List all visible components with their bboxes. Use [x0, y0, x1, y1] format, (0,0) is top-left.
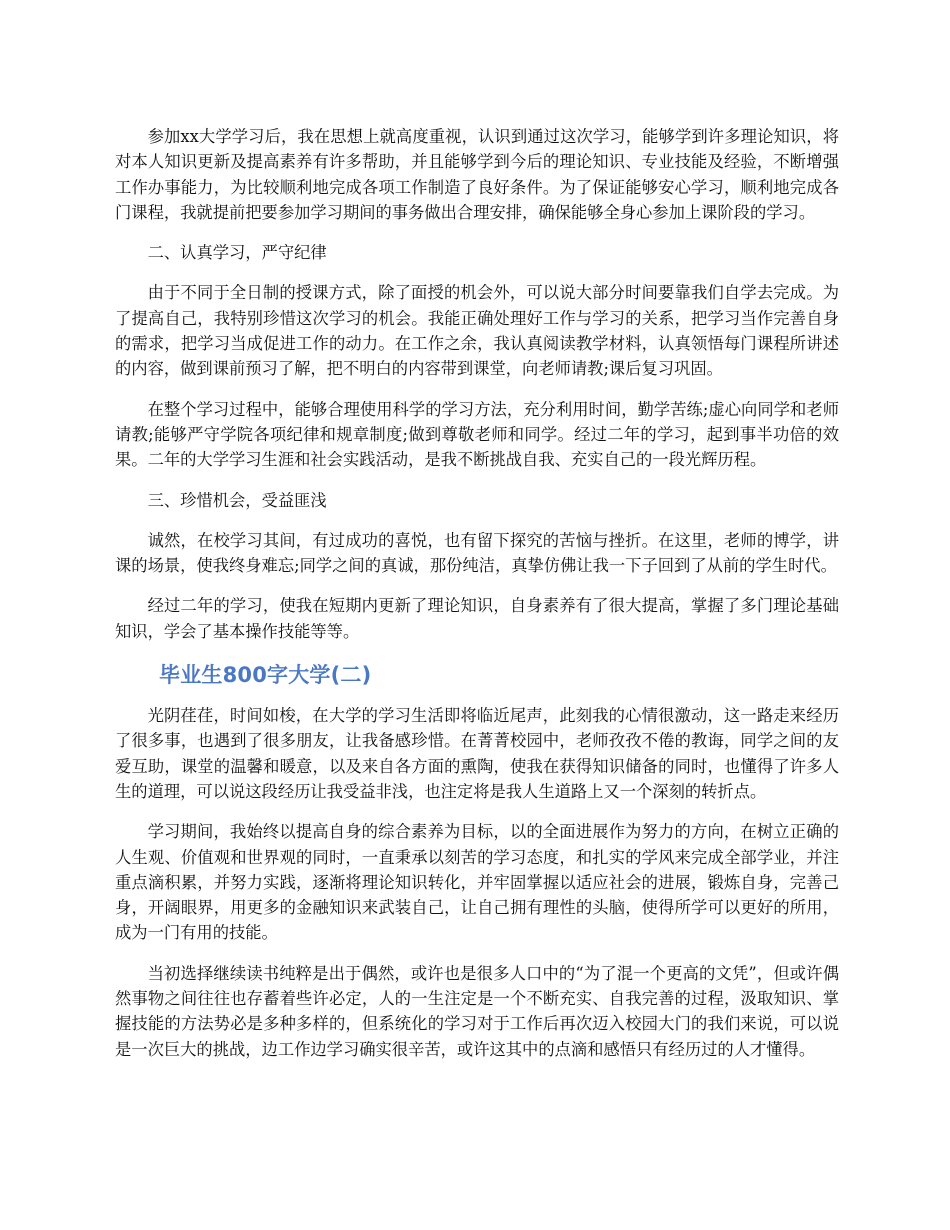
paragraph-self-study: 由于不同于全日制的授课方式，除了面授的机会外，可以说大部分时间要靠我们自学去完成。为了提高自己，我特别珍惜这次学习的机会。我能正确处理好工作与学习的关系，把学习当作完善自身的需求，把学习当成促进工作的动力。在工作之余，我认真阅读教学材料，认真领悟每门课程所讲述的内容，做到课前预习了解，把不明白的内容带到课堂，向老师请教;课后复习巩固。: [115, 283, 839, 379]
paragraph-campus-memories: 诚然，在校学习其间，有过成功的喜悦，也有留下探究的苦恼与挫折。在这里，老师的博学，讲课的场景，使我终身难忘;同学之间的真诚，那份纯洁，真挚仿佛让我一下子回到了从前的学生时代。: [115, 530, 839, 576]
document-title: 毕业生800字大学(二): [159, 663, 372, 688]
section-heading-cherish-opportunity: 三、珍惜机会，受益匪浅: [147, 490, 327, 510]
paragraph-two-year-summary: 经过二年的学习，使我在短期内更新了理论知识，自身素养有了很大提高，掌握了多门理论基础知识，学会了基本操作技能等等。: [115, 596, 839, 641]
document-body: [115, 124, 839, 1077]
paragraph-continue-study: 当初选择继续读书纯粹是出于偶然，或许也是很多人口中的“为了混一个更高的文凭”，但或许偶然事物之间往往也存蓄着些许必定，人的一生注定是一个不断充实、自我完善的过程，汲取知识、掌握技能的方法势必是多种多样的，但系统化的学习对于工作后再次迈入校园大门的我们来说，可以说是一次巨大的挑战，边工作边学习确实很辛苦，或许这其中的点滴和感悟只有经历过的人才懂得。: [115, 963, 839, 1059]
paragraph-study-period: 学习期间，我始终以提高自身的综合素养为目标，以的全面进展作为努力的方向，在树立正确的人生观、价值观和世界观的同时，一直秉承以刻苦的学习态度，和扎实的学风来完成全部学业，并注重点滴积累，并努力实践，逐渐将理论知识转化，并牢固掌握以适应社会的进展，锻炼自身，完善己身，开阔眼界，用更多的金融知识来武装自己，让自己拥有理性的头脑，使得所学可以更好的所用，成为一门有用的技能。: [115, 822, 839, 943]
paragraph-study-method: 在整个学习过程中，能够合理使用科学的学习方法，充分利用时间，勤学苦练;虚心向同学和老师请教;能够严守学院各项纪律和规章制度;做到尊敬老师和同学。经过二年的学习，起到事半功倍的效果。二年的大学学习生涯和社会实践活动，是我不断挑战自我、充实自己的一段光辉历程。: [115, 399, 839, 470]
section-heading-study-discipline: 二、认真学习，严守纪律: [147, 243, 327, 263]
paragraph-intro: 参加xx大学学习后，我在思想上就高度重视，认识到通过这次学习，能够学到许多理论知识，将对本人知识更新及提高素养有许多帮助，并且能够学到今后的理论知识、专业技能及经验，不断增强工作办事能力，为比较顺利地完成各项工作制造了良好条件。为了保证能够安心学习，顺利地完成各门课程，我就提前把要参加学习期间的事务做出合理安排，确保能够全身心参加上课阶段的学习。: [115, 127, 839, 222]
paragraph-time-flies: 光阴荏荏，时间如梭，在大学的学习生活即将临近尾声，此刻我的心情很激动，这一路走来经历了很多事，也遇到了很多朋友，让我备感珍惜。在菁菁校园中，老师孜孜不倦的教诲，同学之间的友爱互助，课堂的温馨和暖意，以及来自各方面的熏陶，使我在获得知识储备的同时，也懂得了许多人生的道理，可以说这段经历让我受益非浅，也注定将是我人生道路上又一个深刻的转折点。: [115, 706, 839, 801]
